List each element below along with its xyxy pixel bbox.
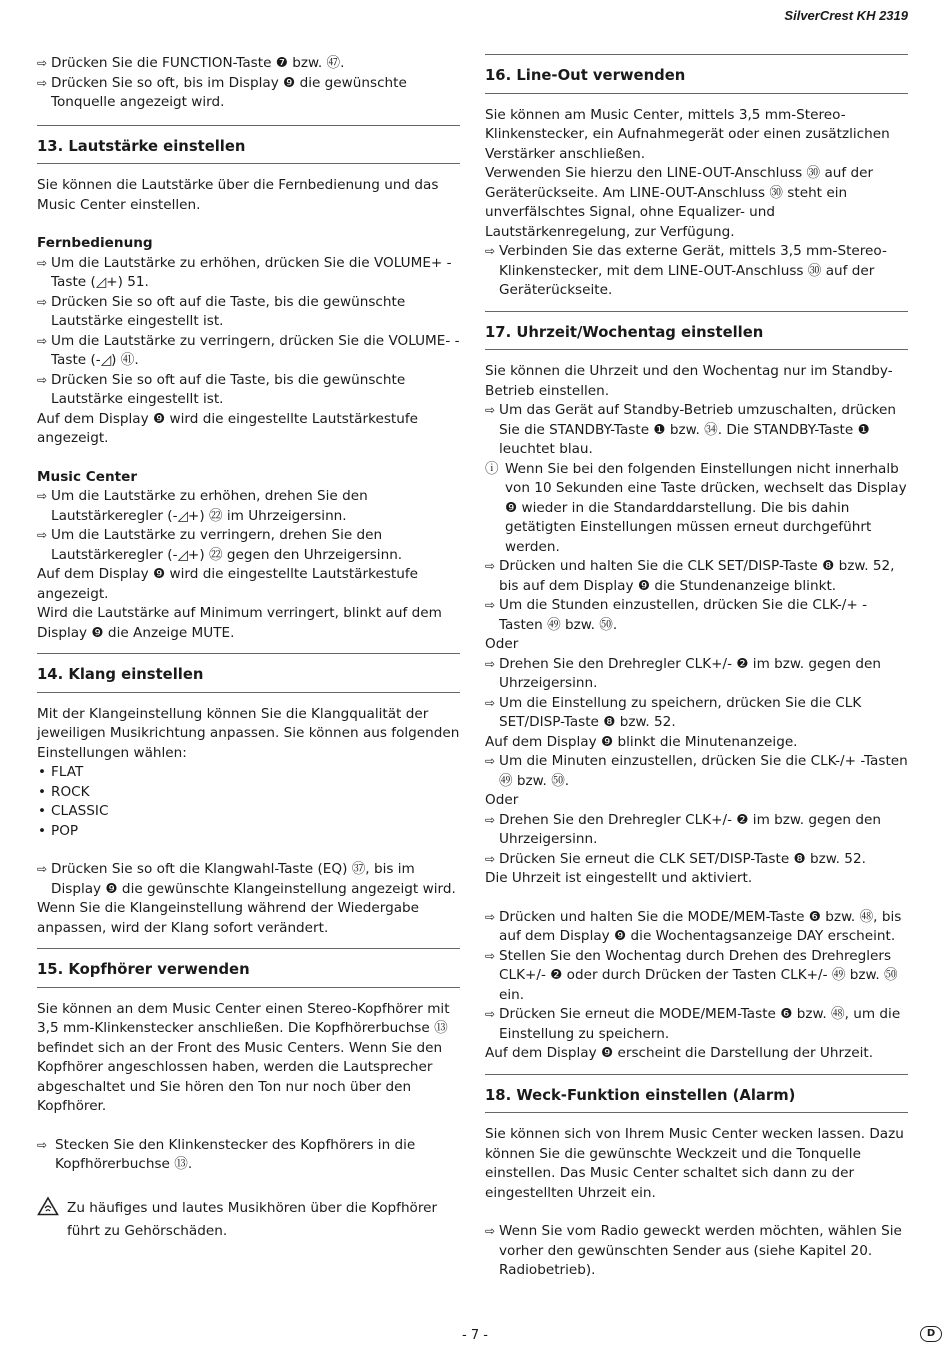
paragraph: Wenn Sie die Klangeinstellung während der Wiedergabe anpassen, wird der Klang sofort verändert. — [37, 900, 420, 936]
section-title-15: 15. Kopfhörer verwenden — [37, 961, 250, 978]
paragraph: Auf dem Display ❾ blinkt die Minutenanzeige. — [485, 733, 798, 750]
page-number: - 7 - — [462, 1328, 488, 1343]
instruction-step: ⇨ Um die Lautstärke zu erhöhen, drehen Sie den Lautstärkeregler (-◿+) ㉒ im Uhrzeigersinn. — [37, 487, 460, 526]
info-note — [485, 460, 908, 558]
instruction-step: ⇨ Verbinden Sie das externe Gerät, mittels 3,5 mm-Stereo-Klinkenstecker, mit dem LINE-OUT-Anschluss ㉚ auf der Geräterückseite. — [485, 242, 908, 301]
language-badge: D — [920, 1326, 942, 1342]
section-divider — [485, 349, 908, 350]
section-divider — [485, 1112, 908, 1113]
paragraph: Die Uhrzeit ist eingestellt und aktiviert. — [485, 870, 753, 886]
instruction-step: ⇨ Drücken Sie so oft auf die Taste, bis die gewünschte Lautstärke eingestellt ist. — [37, 371, 460, 410]
instruction-step: ⇨ Drücken und halten Sie die MODE/MEM-Taste ❻ bzw. ㊽, bis auf dem Display ❾ die Wochentagsanzeige DAY erscheint. — [485, 908, 908, 947]
warning-text: Zu häufiges und lautes Musikhören über die Kopfhörer führt zu Gehörschäden. — [67, 1199, 438, 1239]
paragraph: Wird die Lautstärke auf Minimum verringert, blinkt auf dem Display ❾ die Anzeige MUTE. — [37, 605, 442, 641]
list-item: • FLAT — [37, 763, 460, 783]
paragraph: Verwenden Sie hierzu den LINE-OUT-Anschluss ㉚ auf der Geräterückseite. Am LINE-OUT-Anschluss ㉚ steht ein unverfälschtes Signal, ohne Equalizer- und Lautstärkenregelung, zur Verfügung. — [485, 165, 874, 240]
section-title-16: 16. Line-Out verwenden — [485, 67, 686, 84]
instruction-step: ⇨ Drehen Sie den Drehregler CLK+/- ❷ im bzw. gegen den Uhrzeigersinn. — [485, 811, 908, 850]
warning-icon — [37, 1196, 67, 1223]
section-title-14: 14. Klang einstellen — [37, 666, 204, 683]
paragraph: Mit der Klangeinstellung können Sie die Klangqualität der jeweiligen Musikrichtung anpassen. Sie können aus folgenden Einstellungen wählen: — [37, 705, 460, 761]
subheading-music-center: Music Center — [37, 468, 138, 485]
instruction-step: ⇨ Drücken Sie die FUNCTION-Taste ❼ bzw. ㊼. — [37, 54, 460, 74]
right-column — [485, 54, 908, 1281]
instruction-step: ⇨ Drücken Sie erneut die MODE/MEM-Taste ❻ bzw. ㊽, um die Einstellung zu speichern. — [485, 1005, 908, 1044]
info-icon: ⓘ — [485, 460, 499, 477]
paragraph: Auf dem Display ❾ wird die eingestellte Lautstärkestufe angezeigt. — [37, 410, 418, 446]
instruction-step: ⇨ Wenn Sie vom Radio geweckt werden möchten, wählen Sie vorher den gewünschten Sender aus (siehe Kapitel 20. Radiobetrieb). — [485, 1222, 908, 1281]
document-header: SilverCrest KH 2319 — [784, 8, 908, 23]
list-item: • ROCK — [37, 783, 460, 803]
list-item: • POP — [37, 822, 460, 842]
section-title-17: 17. Uhrzeit/Wochentag einstellen — [485, 323, 764, 341]
instruction-step: ⇨ Um die Lautstärke zu verringern, drehen Sie den Lautstärkeregler (-◿+) ㉒ gegen den Uhrzeigersinn. — [37, 526, 460, 565]
section-title-18: 18. Weck-Funktion einstellen (Alarm) — [485, 1086, 796, 1104]
instruction-step: ⇨ Drücken Sie so oft, bis im Display ❾ die gewünschte Tonquelle angezeigt wird. — [37, 74, 460, 113]
instruction-step: ⇨ Um die Lautstärke zu erhöhen, drücken Sie die VOLUME+ -Taste (◿+) 51. — [37, 254, 460, 293]
instruction-step: ⇨ Drehen Sie den Drehregler CLK+/- ❷ im bzw. gegen den Uhrzeigersinn. — [485, 655, 908, 694]
instruction-step: ⇨ Um die Lautstärke zu verringern, drücken Sie die VOLUME- -Taste (-◿) ㊶. — [37, 332, 460, 371]
section-title-13: 13. Lautstärke einstellen — [37, 137, 246, 155]
instruction-step: ⇨ Drücken Sie so oft auf die Taste, bis die gewünschte Lautstärke eingestellt ist. — [37, 293, 460, 332]
info-text: Wenn Sie bei den folgenden Einstellungen nicht innerhalb von 10 Sekunden eine Taste drücken, wechselt das Display ❾ wieder in die Standarddarstellung. Die bis dahin getätigten Einstellungen müssen erneut durchgeführt werden. — [505, 460, 907, 555]
instruction-step: ⇨ Stellen Sie den Wochentag durch Drehen des Drehreglers CLK+/- ❷ oder durch Drücken der Tasten CLK+/- ㊾ bzw. ㊿ ein. — [485, 947, 908, 1006]
section-divider — [37, 692, 460, 693]
instruction-step: ⇨ Um das Gerät auf Standby-Betrieb umzuschalten, drücken Sie die STANDBY-Taste ❶ bzw. ㉞. Die STANDBY-Taste ❶ leuchtet blau. — [485, 401, 908, 460]
paragraph: Sie können an dem Music Center einen Stereo-Kopfhörer mit 3,5 mm-Klinkenstecker anschließen. Die Kopfhörerbuchse ⑬ befindet sich an der Front des Music Centers. Wenn Sie den Kopfhörer angeschlossen haben, werden die Lautsprecher abgeschaltet und Sie hören den Ton nur noch über den Kopfhörer. — [37, 1000, 450, 1114]
paragraph: Sie können sich von Ihrem Music Center wecken lassen. Dazu können Sie die gewünschte Weckzeit und die Tonquelle einstellen. Das Music Center schaltet sich dann zu der eingestellten Uhrzeit ein. — [485, 1126, 904, 1201]
instruction-step: ⇨ Um die Minuten einzustellen, drücken Sie die CLK-/+ -Tasten ㊾ bzw. ㊿. — [485, 752, 908, 791]
instruction-step: ⇨ Drücken und halten Sie die CLK SET/DISP-Taste ❽ bzw. 52, bis auf dem Display ❾ die Stundenanzeige blinkt. — [485, 557, 908, 596]
warning-note — [37, 1196, 460, 1242]
paragraph: Auf dem Display ❾ wird die eingestellte Lautstärkestufe angezeigt. — [37, 566, 418, 602]
paragraph: Oder — [485, 636, 519, 652]
paragraph: Sie können die Lautstärke über die Fernbedienung und das Music Center einstellen. — [37, 177, 439, 213]
instruction-step: ⇨ Drücken Sie erneut die CLK SET/DISP-Taste ❽ bzw. 52. — [485, 850, 908, 870]
list-item: • CLASSIC — [37, 802, 460, 822]
section-divider — [37, 987, 460, 988]
section-divider — [37, 163, 460, 164]
paragraph: Sie können am Music Center, mittels 3,5 mm-Stereo-Klinkenstecker, ein Aufnahmegerät oder einen zusätzlichen Verstärker anschließen. — [485, 106, 890, 162]
section-divider — [485, 93, 908, 94]
paragraph: Oder — [485, 792, 519, 808]
paragraph: Sie können die Uhrzeit und den Wochentag nur im Standby-Betrieb einstellen. — [485, 363, 893, 399]
instruction-step: ⇨ Drücken Sie so oft die Klangwahl-Taste (EQ) ㊲, bis im Display ❾ die gewünschte Klangeinstellung angezeigt wird. — [37, 860, 460, 899]
instruction-step: ⇨ Um die Stunden einzustellen, drücken Sie die CLK-/+ -Tasten ㊾ bzw. ㊿. — [485, 596, 908, 635]
left-column — [37, 54, 460, 1242]
subheading-remote: Fernbedienung — [37, 235, 153, 251]
instruction-step: ⇨ Um die Einstellung zu speichern, drücken Sie die CLK SET/DISP-Taste ❽ bzw. 52. — [485, 694, 908, 733]
instruction-step: ⇨ Stecken Sie den Klinkenstecker des Kopfhörers in die Kopfhörerbuchse ⑬. — [37, 1136, 460, 1175]
paragraph: Auf dem Display ❾ erscheint die Darstellung der Uhrzeit. — [485, 1045, 874, 1061]
